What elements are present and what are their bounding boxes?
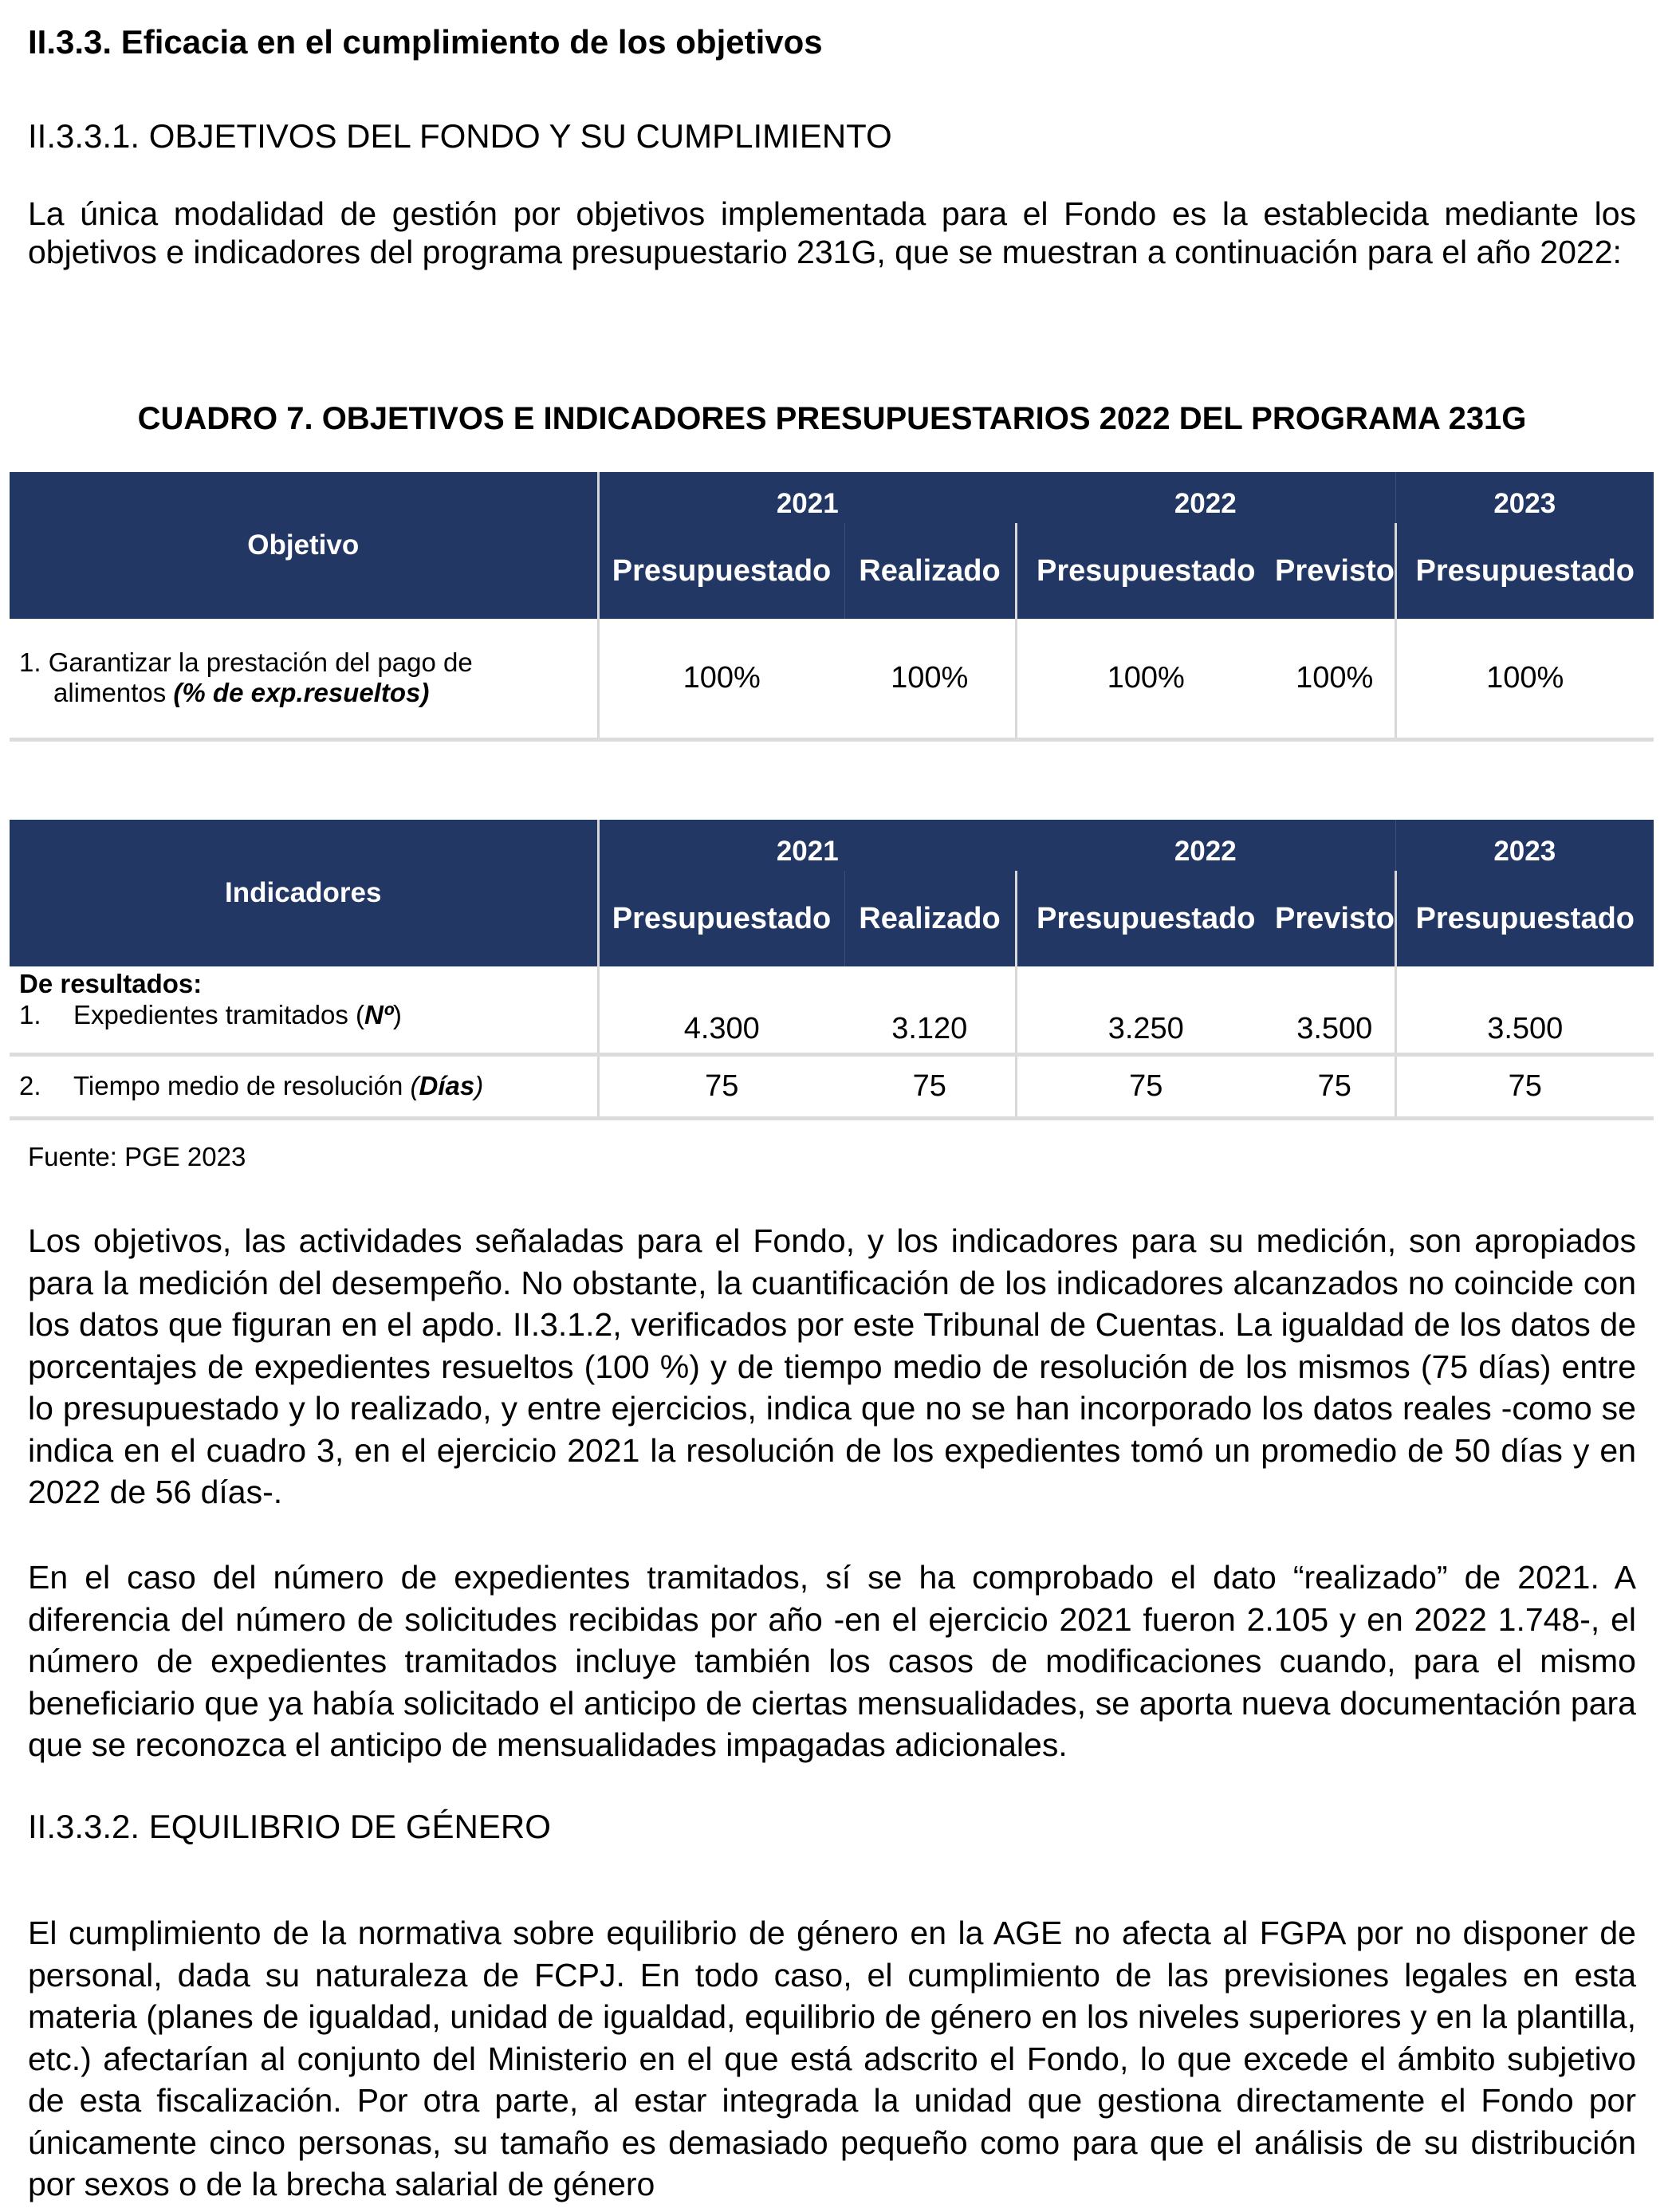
table-header-years	[10, 820, 1654, 871]
table-row	[10, 966, 1654, 1054]
year-header-2022: 2022	[1016, 472, 1395, 523]
source-note: Fuente: PGE 2023	[28, 1142, 246, 1171]
value-2021-realizado: 3.120	[844, 966, 1016, 1054]
value-2021-presupuestado: 100%	[598, 619, 844, 739]
value-2023-presupuestado: 100%	[1395, 619, 1654, 739]
subcol-2022-previsto: Previsto	[1275, 871, 1395, 966]
table-caption: CUADRO 7. OBJETIVOS E INDICADORES PRESUPUESTARIOS 2022 DEL PROGRAMA 231G	[137, 401, 1527, 436]
subcol-2023-presupuestado: Presupuestado	[1395, 871, 1654, 966]
subcol-2021-realizado: Realizado	[844, 523, 1016, 619]
intro-paragraph: La única modalidad de gestión por objetivos implementada para el Fondo es la establecida mediante los objetivos e indicadores del programa presupuestario 231G, que se muestran a continuación para el año 2022:	[28, 195, 1636, 270]
value-2021-presupuestado: 75	[598, 1054, 844, 1118]
indicator-text: Tiempo medio de resolución	[73, 1071, 411, 1100]
objectives-table	[10, 472, 1654, 742]
indicators-table	[10, 820, 1654, 1120]
year-header-2023: 2023	[1395, 472, 1654, 523]
value-2022-previsto: 100%	[1275, 619, 1395, 739]
unit-open: (	[356, 1000, 365, 1029]
body-paragraph-2: En el caso del número de expedientes tramitados, sí se ha comprobado el dato “realizado” de 2021. A diferencia del número de solicitudes recibidas por año -en el ejercicio 2021 fueron 2.105 y en 2022 1.748-, el número de expedientes tramitados incluye también los casos de modificaciones cuando, para el mismo beneficiario que ya había solicitado el anticipo de ciertas mensualidades, se aporta nueva documentación para que se reconozca el anticipo de mensualidades impagadas adicionales.	[28, 1559, 1636, 1763]
group-label: De resultados:	[19, 969, 203, 998]
value-2021-realizado: 100%	[844, 619, 1016, 739]
year-header-2023: 2023	[1395, 820, 1654, 871]
indicator-number: 2.	[19, 1071, 41, 1100]
year-header-2021: 2021	[598, 472, 1016, 523]
subcol-2022-presupuestado: Presupuestado	[1016, 523, 1275, 619]
subsection-1-title: II.3.3.1. OBJETIVOS DEL FONDO Y SU CUMPLIMIENTO	[28, 117, 892, 155]
unit-close: )	[474, 1071, 484, 1100]
objective-unit: (% de exp.resueltos)	[173, 678, 430, 708]
value-2023-presupuestado: 75	[1395, 1054, 1654, 1118]
indicator-label	[10, 1054, 598, 1118]
indicator-number: 1.	[19, 1000, 41, 1029]
indicator-label	[10, 966, 598, 1054]
subcol-2022-presupuestado: Presupuestado	[1016, 871, 1275, 966]
indicators-column-header: Indicadores	[10, 820, 598, 966]
table-header-years	[10, 472, 1654, 523]
objective-label	[10, 619, 598, 739]
value-2022-previsto: 75	[1275, 1054, 1395, 1118]
body-paragraph-1: Los objetivos, las actividades señaladas para el Fondo, y los indicadores para su medición, son apropiados para la medición del desempeño. No obstante, la cuantificación de los indicadores alcanzados no coincide con los datos que figuran en el apdo. II.3.1.2, verificados por este Tribunal de Cuentas. La igualdad de los datos de porcentajes de expedientes resueltos (100 %) y de tiempo medio de resolución de los mismos (75 días) entre lo presupuestado y lo realizado, y entre ejercicios, indica que no se han incorporado los datos reales -como se indica en el cuadro 3, en el ejercicio 2021 la resolución de los expedientes tomó un promedio de 50 días y en 2022 de 56 días-.	[28, 1222, 1636, 1510]
unit-open: (	[410, 1071, 419, 1100]
value-2022-presupuestado: 75	[1016, 1054, 1275, 1118]
table-row	[10, 1054, 1654, 1118]
indicator-unit: Nº	[364, 1000, 393, 1029]
year-header-2021: 2021	[598, 820, 1016, 871]
section-title: II.3.3. Eficacia en el cumplimiento de los objetivos	[28, 23, 823, 61]
table-row	[10, 619, 1654, 739]
subcol-2022-previsto: Previsto	[1275, 523, 1395, 619]
year-header-2022: 2022	[1016, 820, 1395, 871]
subcol-2021-presupuestado: Presupuestado	[598, 871, 844, 966]
value-2022-presupuestado: 100%	[1016, 619, 1275, 739]
objective-column-header: Objetivo	[10, 472, 598, 619]
value-2023-presupuestado: 3.500	[1395, 966, 1654, 1054]
unit-close: )	[392, 1000, 402, 1029]
subcol-2021-realizado: Realizado	[844, 871, 1016, 966]
subsection-2-title: II.3.3.2. EQUILIBRIO DE GÉNERO	[28, 1808, 551, 1845]
value-2021-presupuestado: 4.300	[598, 966, 844, 1054]
indicator-text: Expedientes tramitados	[73, 1000, 356, 1029]
subcol-2021-presupuestado: Presupuestado	[598, 523, 844, 619]
value-2022-previsto: 3.500	[1275, 966, 1395, 1054]
value-2022-presupuestado: 3.250	[1016, 966, 1275, 1054]
subcol-2023-presupuestado: Presupuestado	[1395, 523, 1654, 619]
indicator-unit: Días	[419, 1071, 475, 1100]
objective-text-line1: 1. Garantizar la prestación del pago de	[19, 647, 473, 678]
objective-text-line2: alimentos	[53, 678, 174, 708]
gender-paragraph: El cumplimiento de la normativa sobre equilibrio de género en la AGE no afecta al FGPA por no disponer de personal, dada su naturaleza de FCPJ. En todo caso, el cumplimiento de las previsiones legales en esta materia (planes de igualdad, unidad de igualdad, equilibrio de género en los niveles superiores y en la plantilla, etc.) afectarían al conjunto del Ministerio en el que está adscrito el Fondo, lo que excede el ámbito subjetivo de esta fiscalización. Por otra parte, al estar integrada la unidad que gestiona directamente el Fondo por únicamente cinco personas, su tamaño es demasiado pequeño como para que el análisis de su distribución por sexos o de la brecha salarial de género	[28, 1915, 1636, 2202]
value-2021-realizado: 75	[844, 1054, 1016, 1118]
